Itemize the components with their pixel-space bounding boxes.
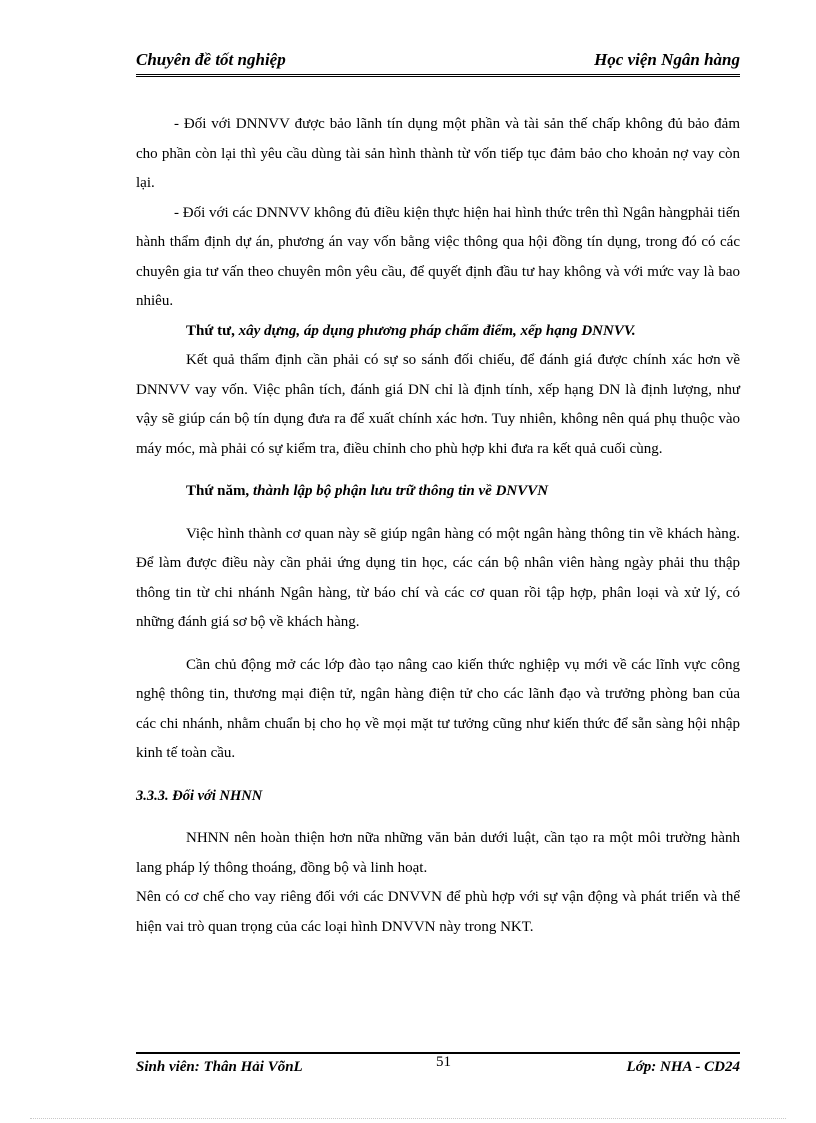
paragraph: Kết quả thẩm định cần phải có sự so sánh đối chiếu, để đánh giá được chính xác hơn về DNNVV vay vốn. Việc phân tích, đánh giá DN chỉ là định tính, xếp hạng DN là định lượng, như vậy sẽ giúp cán bộ tín dụng đưa ra để xuất chính xác hơn. Tuy nhiên, không nên quá phụ thuộc vào máy móc, mà phải có sự kiểm tra, điều chỉnh cho phù hợp khi đưa ra kết quả cuối cùng. <box>136 352 740 457</box>
header-rule <box>136 74 740 77</box>
footer-student: Sinh viên: Thân Hải VõnL <box>136 1059 303 1075</box>
header-institution: Học viện Ngân hàng <box>594 50 740 69</box>
page-number: 51 <box>436 1054 451 1070</box>
page-footer <box>136 1052 740 1076</box>
page-bottom-border <box>30 1118 786 1119</box>
page-header <box>136 50 740 74</box>
paragraph: - Đối với DNNVV được bảo lãnh tín dụng một phần và tài sản thế chấp không đủ bảo đảm cho phần còn lại thì yêu cầu dùng tài sản hình thành từ vốn tiếp tục đảm bảo cho khoản nợ vay còn lại. <box>136 116 740 191</box>
paragraph: Nên có cơ chế cho vay riêng đối với các DNVVN để phù hợp với sự vận động và phát triển và thể hiện vai trò quan trọng của các loại hình DNVVN này trong NKT. <box>136 889 740 935</box>
subheading-emphasis: thành lập bộ phận lưu trữ thông tin về DNVVN <box>252 483 549 499</box>
subheading <box>136 317 740 347</box>
subheading-lead: Thứ năm, <box>186 483 253 499</box>
paragraph: - Đối với các DNNVV không đủ điều kiện thực hiện hai hình thức trên thì Ngân hàngphải tiến hành thẩm định dự án, phương án vay vốn bằng việc thông qua hội đồng tín dụng, trong đó có các chuyên gia tư vấn theo chuyên môn yêu cầu, để quyết định đầu tư hay không và với mức vay là bao nhiêu. <box>136 204 740 309</box>
section-heading: 3.3.3. Đối với NHNN <box>136 787 263 804</box>
subheading <box>136 477 740 507</box>
paragraph: Việc hình thành cơ quan này sẽ giúp ngân hàng có một ngân hàng thông tin về khách hàng. Để làm được điều này cần phải ứng dụng tin học, các cán bộ nhân viên hàng ngày phải thu thập thông tin từ chi nhánh Ngân hàng, từ báo chí và các cơ quan rồi tập hợp, phân loại và xử lý, có những đánh giá sơ bộ về khách hàng. <box>136 525 740 630</box>
document-body <box>136 110 740 942</box>
paragraph: Cần chủ động mở các lớp đào tạo nâng cao kiến thức nghiệp vụ mới về các lĩnh vực công nghệ thông tin, thương mại điện tử, ngân hàng điện tử cho các lãnh đạo và trưởng phòng ban của các chi nhánh, nhằm chuẩn bị cho họ về mọi mặt tư tưởng cũng như kiến thức để sẵn sàng hội nhập kinh tế toàn cầu. <box>136 656 740 761</box>
subheading-lead: Thứ tư, <box>186 322 239 339</box>
header-title: Chuyên đề tốt nghiệp <box>136 50 286 69</box>
subheading-emphasis: xây dựng, áp dụng phương pháp chấm điểm, xếp hạng DNNVV. <box>238 322 636 339</box>
footer-class: Lớp: NHA - CD24 <box>626 1059 740 1075</box>
paragraph: NHNN nên hoàn thiện hơn nữa những văn bản dưới luật, cần tạo ra một môi trường hành lang pháp lý thông thoáng, đồng bộ và linh hoạt. <box>136 830 740 876</box>
